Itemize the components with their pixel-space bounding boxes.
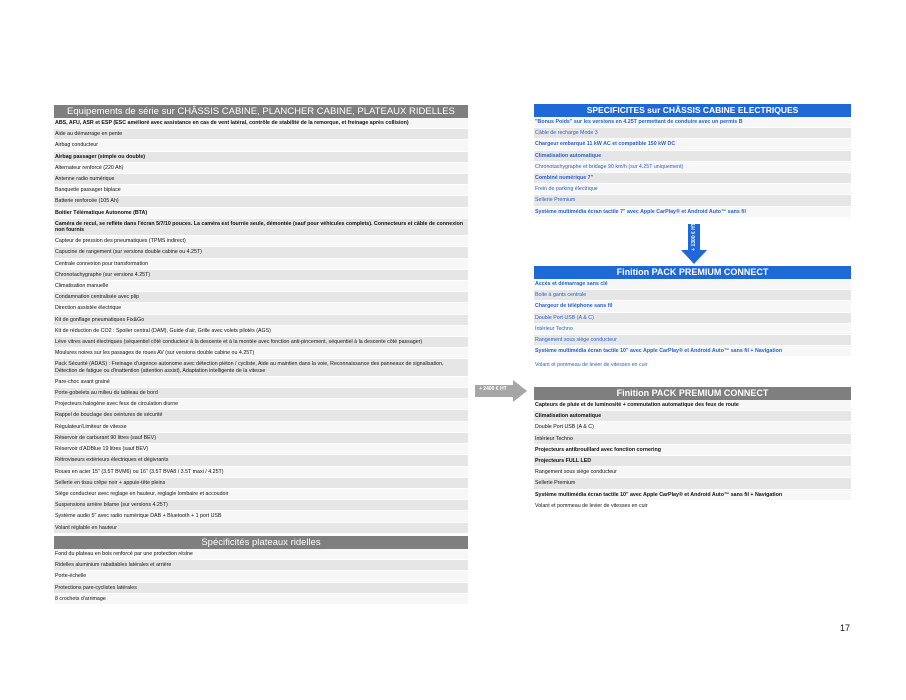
list-item: Rangement sous siège conducteur: [534, 335, 851, 346]
list-item: Batterie renforcée (105 Ah): [54, 196, 468, 207]
list-item: Double Port USB (A & C): [534, 313, 851, 324]
list-item: Câble de recharge Mode 3: [534, 128, 851, 139]
list-item: Kit de gonflage pneumatiques Fix&Go: [54, 315, 468, 326]
list-item: Pare-choc avant grainé: [54, 377, 468, 388]
list-item: Centrale connexion pour transformation: [54, 259, 468, 270]
list-item: Système audio 5" avec radio numérique DAB + Bluetooth + 1 port USB: [54, 511, 468, 522]
pack-premium-connect-title: Finition PACK PREMIUM CONNECT: [534, 266, 851, 279]
list-item: Système multimédia écran tactile 10" avec Apple CarPlay® et Android Auto™ sans fil + Navigation: [534, 346, 851, 357]
list-item: Suspensions arrière bilame (sur versions 4.25T): [54, 500, 468, 511]
standard-equipment-table: [54, 105, 468, 534]
list-item: Système multimédia écran tactile 7" avec Apple CarPlay® et Android Auto™ sans fil: [534, 207, 851, 218]
list-item: Climatisation automatique: [534, 151, 851, 162]
list-item: Accès et démarrage sans clé: [534, 279, 851, 290]
list-item: Intérieur Techno: [534, 434, 851, 445]
list-item: Frein de parking électrique: [534, 184, 851, 195]
pack-premium-connect-electric: [534, 266, 851, 372]
list-item: Lève vitres avant électriques (séquentiel côté conducteur à la descente et à la montée avec fonction anti-pincement, séquentiel à la descente côté passager): [54, 337, 468, 348]
list-item: Caméra de recul, se reflète dans l'écran 5/7/10 pouces. La caméra est fournie seule, démontée (sauf pour véhicules complets). Connecteurs et câble de connexion non fournis: [54, 219, 468, 236]
list-item: Siège conducteur avec reglage en hauteur, reglagle lombaire et accoudoir: [54, 489, 468, 500]
list-item: ABS, AFU, ASR et ESP (ESC amélioré avec assistance en cas de vent latéral, contrôle de stabilité de la remorque, et freinage après collision): [54, 118, 468, 129]
list-item: Projecteurs halogène avec feux de circulation diurne: [54, 399, 468, 410]
list-item: Projecteurs antibrouillard avec fonction cornering: [534, 445, 851, 456]
list-item: Intérieur Techno: [534, 324, 851, 335]
list-item: Antenne radio numérique: [54, 174, 468, 185]
list-item: Boitier Télématique Autonome (BTA): [54, 208, 468, 219]
list-item: Combiné numérique 7": [534, 173, 851, 184]
list-item: Moulures noires sur les passages de roues AV (sur versions double cabine ou 4.25T): [54, 348, 468, 359]
list-item: Double Port USB (A & C): [534, 422, 851, 433]
electric-specs-table: [534, 104, 851, 218]
list-item: Volant et pommeau de levier de vitesses en cuir: [534, 357, 851, 371]
list-item: Banquette passager biplace: [54, 185, 468, 196]
list-item: Rappel de bouclage des ceintures de sécurité: [54, 410, 468, 421]
plateaux-table: [54, 536, 468, 605]
list-item: Volant réglable en hauteur: [54, 523, 468, 534]
list-item: Direction assistée électrique: [54, 303, 468, 314]
list-item: Réservoir de carburant 90 litres (sauf BEV): [54, 433, 468, 444]
list-item: Porte-gobelets au milieu du tableau de bord: [54, 388, 468, 399]
list-item: Sellerie Premium: [534, 195, 851, 206]
list-item: Capteur de pression des pneumatiques (TPMS indirect): [54, 236, 468, 247]
list-item: Kit de réduction de CO2 : Spoiler central (DAM), Guide d'air, Grille avec volets pilotés (AGS): [54, 326, 468, 337]
list-item: Fond du plateau en bois renforcé par une protection résine: [54, 549, 468, 560]
list-item: Sellerie Premium: [534, 478, 851, 489]
list-item: Condamnation centralisée avec plip: [54, 292, 468, 303]
list-item: Chargeur embarqué 11 kW AC et compatible 150 kW DC: [534, 139, 851, 150]
pack-premium-connect-title-2: Finition PACK PREMIUM CONNECT: [534, 387, 851, 400]
list-item: Aide au démarrage en pente: [54, 129, 468, 140]
list-item: Sellerie en tissu crêpe noir + appuie-tête pleins: [54, 478, 468, 489]
list-item: Chronotachygraphe et bridage 90 km/h (sur 4.25T uniquement): [534, 162, 851, 173]
list-item: Roues en acier 15" (3.5T BVM6) ou 16" (3.5T BVA8 / 3.5T maxi / 4.25T): [54, 467, 468, 478]
arrow-right-price-label: + 2400 € HT: [479, 386, 507, 392]
list-item: Projecteurs FULL LED: [534, 456, 851, 467]
list-item: Climatisation manuelle: [54, 281, 468, 292]
page-number: 17: [840, 623, 851, 633]
list-item: 8 crochets d'arrimage: [54, 594, 468, 605]
pack-premium-connect: [534, 387, 851, 512]
list-item: Système multimédia écran tactile 10" avec Apple CarPlay® et Android Auto™ sans fil + Navigation: [534, 490, 851, 501]
standard-equipment-rows: [54, 118, 468, 534]
electric-specs-title: SPECIFICITES sur CHÂSSIS CABINE ELECTRIQUES: [534, 104, 851, 117]
list-item: Capteurs de pluie et de luminosité + commutation automatique des feux de route: [534, 400, 851, 411]
list-item: Protections pare-cyclistes latérales: [54, 583, 468, 594]
list-item: Rangement sous siège conducteur: [534, 467, 851, 478]
list-item: Alternateur renforcé (220 Ah): [54, 163, 468, 174]
list-item: "Bonus Poids" sur les versions en 4.25T permettant de conduire avec un permis B: [534, 117, 851, 128]
plateaux-title: Spécificités plateaux ridelles: [54, 536, 468, 549]
list-item: Volant et pommeau de levier de vitesses en cuir: [534, 501, 851, 512]
list-item: Airbag conducteur: [54, 140, 468, 151]
list-item: Boite à gants centrale: [534, 290, 851, 301]
standard-equipment-title: Equipements de série sur CHÂSSIS CABINE, PLANCHER CABINE, PLATEAUX RIDELLES: [54, 105, 468, 118]
list-item: Réservoir d'ADBlue 19 litres (sauf BEV): [54, 444, 468, 455]
list-item: Ridelles aluminium rabattables latérales et arrière: [54, 560, 468, 571]
arrow-down-price-label: + 1300 € HT: [691, 223, 697, 251]
list-item: Pack Sécurité (ADAS) : Freinage d'urgence autonome avec détection piéton / cycliste, Aide au maintien dans la voie, Reconnaissance des panneaux de signalisation, Détection de fatigue ou d'inattention (attention assist), Adaptation intelligente de la vitesse: [54, 359, 468, 376]
list-item: Climatisation automatique: [534, 411, 851, 422]
list-item: Chronotachygraphe (sur versions 4.25T): [54, 270, 468, 281]
list-item: Chargeur de téléphone sans fil: [534, 301, 851, 312]
list-item: Capucine de rangement (sur versions double cabine ou 4.25T): [54, 247, 468, 258]
list-item: Airbag passager (simple ou double): [54, 152, 468, 163]
list-item: Rétroviseurs extérieurs électriques et dégivrants: [54, 455, 468, 466]
list-item: Régulateur/Limiteur de vitesse: [54, 422, 468, 433]
list-item: Porte-échelle: [54, 571, 468, 582]
